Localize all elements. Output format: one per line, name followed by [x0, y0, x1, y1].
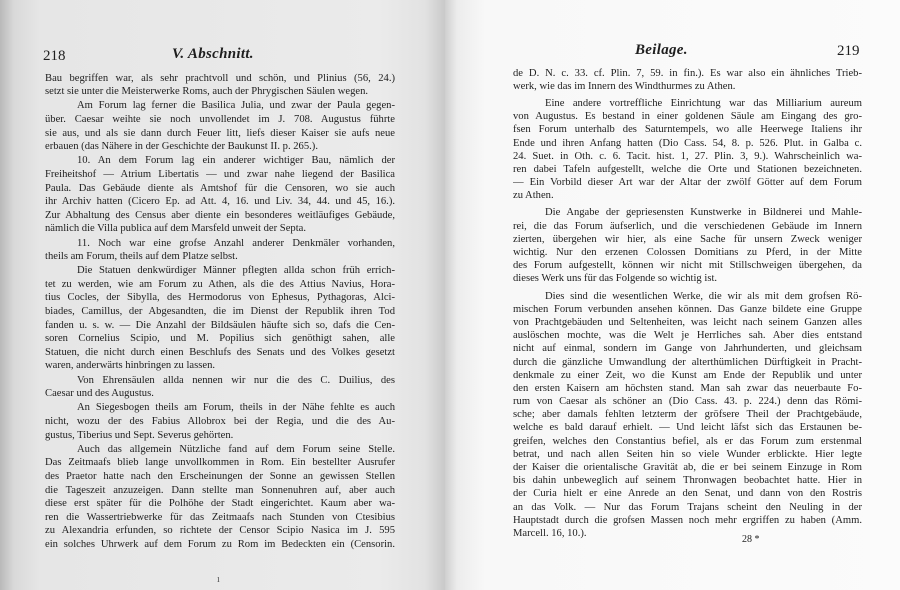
paragraph	[45, 154, 395, 236]
text-line: Zur Abhaltung des Census aber diente ein besonderes weitläufiges Gebäude,	[45, 209, 395, 221]
text-line: sche; aber damals fehlten letzterm der gröfsere Theil der Prachtgebäude,	[513, 409, 862, 421]
text-line: rei, die das Forum äufserlich, und die verschiedenen Gebäude im Innern	[513, 220, 862, 232]
text-line: greifen, welches den Constantius befiel, als er das Forum zum erstenmal	[513, 435, 862, 447]
text-line: theils am Forum, theils auf dem Platze selbst.	[45, 251, 238, 263]
text-line: erbauen (das Nähere in der Geschichte der Baukunst II. p. 265.).	[45, 141, 318, 153]
text-line: setzt sie unter die Meisterwerke Roms, auch der Phrygischen Säulen wegen.	[45, 86, 369, 98]
text-line: den ersten Kaisern am höchsten stand. Man sah zwar das neuerbaute Fo-	[513, 382, 862, 394]
paragraph	[45, 443, 395, 552]
body-text	[513, 66, 862, 540]
text-line: wichtig. Nur den erzenen Colossen Domitians zu Pferd, in der Mitte	[513, 247, 862, 259]
paragraph	[513, 290, 862, 541]
page-number: 219	[837, 43, 860, 59]
text-line: welche es bald darauf erhielt. — Und leicht läfst sich das Erstaunen be-	[513, 422, 862, 434]
text-line: tius Cocles, der Sibylla, des Hermodorus von Ephesus, Pythagoras, Alci-	[45, 292, 395, 304]
text-line: waren, anderwärts hinbringen zu lassen.	[45, 360, 216, 372]
text-line: Ende und ihren Anfang hatten (Dio Cass. 54, 8. p. 526. Plut. in Galba c.	[513, 137, 862, 149]
text-line: fanden u. s. w. — Die Anzahl der Bildsäulen häufte sich so, dafs die Cen-	[45, 319, 395, 331]
text-line: denkmale zu einer Zeit, wo die Kunst am Ende der Republik und unter	[513, 369, 862, 381]
text-line: ein solches Uhrwerk auf dem Forum zu Rom im Bedeckten ein (Censorin.	[45, 538, 395, 550]
text-line: Dies sind die wesentlichen Werke, die wir als mit dem grofsen Rö-	[545, 290, 862, 302]
text-line: betrat, und nach allen Seiten hin so viele Wunder erblickte. Hier legte	[513, 448, 862, 460]
text-line: gustus, Tiberius und Sept. Severus gehörten.	[45, 429, 234, 441]
text-line: Das Zeitmaafs blieb lange unvollkommen in Rom. Ein bestellter Ausrufer	[45, 457, 395, 469]
text-line: 24. Suet. in Oth. c. 6. Tacit. hist. 1, 27. Plin. 3, 9.). Wahrscheinlich wa-	[513, 150, 862, 162]
text-line: diese erst später für die Polhöhe der Stadt eingerichtet. Kaum aber wa-	[45, 498, 395, 510]
text-line: nicht auf einmal, sondern im Gange von Jahrhunderten, und gleichsam	[513, 343, 862, 355]
text-line: biades, Camillus, der Abgesandten, die im Dienst der Republik ihren Tod	[45, 306, 395, 318]
text-line: an das Volk. — Nur das Forum Trajans scheint den Neuling in der	[513, 501, 862, 513]
paragraph	[45, 99, 395, 153]
text-line: der Kaiser die orientalische Gravität ab, die er bei seinem Einzuge in Rom	[513, 462, 862, 474]
bottom-mark: ı	[217, 574, 220, 585]
text-line: Eine andere vortreffliche Einrichtung war das Milliarium aureum	[545, 97, 862, 109]
text-line: 10. An dem Forum lag ein anderer wichtiger Bau, nämlich der	[77, 155, 395, 167]
text-line: der Curia hielt er eine Anrede an den Senat, und dann von den Rostris	[513, 488, 862, 500]
text-line: An Siegesbogen theils am Forum, theils in der Nähe fehlte es auch	[77, 402, 395, 414]
text-line: Hauptstadt durch die grofsen Massen noch mehr ergriffen zu haben (Amm.	[513, 514, 862, 526]
running-head: Beilage.	[635, 42, 688, 58]
text-line: Am Forum lag ferner die Basilica Julia, und zwar der Paula gegen-	[77, 100, 395, 112]
text-line: Marcell. 16, 10.).	[513, 527, 587, 539]
text-line: von Prachtgebäuden und Seltenheiten, was leicht nach seinem Ganzen alles	[513, 316, 862, 328]
text-line: dieses Werk uns für das Folgende so wichtig ist.	[513, 273, 718, 285]
text-line: zu Alexandria erfunden, so richtete der Censor Scipio Nasica im J. 595	[45, 525, 395, 537]
text-line: Bau begriffen war, als sehr prachtvoll und schön, und Plinius (56, 24.)	[45, 72, 395, 84]
paragraph	[45, 401, 395, 442]
running-head: V. Abschnitt.	[172, 46, 254, 62]
text-line: rum von Caesar als schöner an (Dio Cass. 43. p. 224.) denn das Römi-	[513, 396, 862, 408]
text-line: mischen Forum verbunden ansehen können. Das Ganze bildete eine Gruppe	[513, 303, 862, 315]
text-line: fsen Forum unterhalb des Saturntempels, wo alle Heerwege Italiens ihr	[513, 124, 862, 136]
text-line: bis dahin unbeweglich auf seinem Thronwagen beobachtet hatte. Hier in	[513, 475, 862, 487]
text-line: zierten, übergehen wir hier, als eine Sache für unsern Zweck weniger	[513, 233, 862, 245]
text-line: nicht, wozu der des Fabius Allobrox bei der Regia, und die des Au-	[45, 416, 395, 427]
text-line: — Ein Vorbild dieser Art war der Altar der zwölf Götter auf dem Forum	[513, 177, 862, 189]
text-line: ren dabei Tafeln aufgestellt, welche die Orte und Stationen bezeichneten.	[513, 163, 862, 175]
paragraph	[45, 237, 395, 264]
signature-mark: 28 *	[742, 534, 760, 545]
text-line: Statuen, die nicht durch einen Beschlufs des Senats und des Volkes gesetzt	[45, 346, 395, 358]
text-line: tet zu werden, wie am Forum zu Athen, als die des Attius Navius, Hora-	[45, 278, 395, 290]
paragraph	[45, 72, 395, 99]
text-line: Paula. Das Gebäude diente als Amtshof für die Censoren, wo sie auch	[45, 182, 395, 194]
text-line: auslöschen mochte, was die Welt je Herrliches sah. Aber dies entstand	[513, 330, 862, 342]
text-line: Die Angabe der gepriesensten Kunstwerke in Bildnerei und Mahle-	[545, 207, 862, 219]
text-line: Von Ehrensäulen allda nennen wir nur die des C. Duilius, des	[77, 374, 395, 386]
text-line: ihr Archiv hatten (Cicero Ep. ad Att. 4, 16. und Liv. 34, 44. und 45, 16.).	[45, 196, 395, 208]
paragraph	[513, 206, 862, 285]
text-line: 11. Noch war eine grofse Anzahl anderer Denkmäler vorhanden,	[77, 237, 395, 249]
text-line: Freiheitshof — Atrium Libertatis — und zwar nahe liegend der Basilica	[45, 168, 395, 180]
text-line: de D. N. c. 33. cf. Plin. 7, 59. in fin.). Es war also ein ähnliches Trieb-	[513, 67, 862, 79]
body-text	[45, 71, 395, 552]
text-line: durch die gänzliche Umwandlung der alterthümlichen Dürftigkeit in Pracht-	[513, 356, 862, 368]
right-page	[445, 0, 900, 590]
text-line: die Tageszeit anzuzeigen. Dann stellte man Sonnenuhren auf, aber auch	[45, 484, 395, 496]
text-line: soren Cornelius Scipio, und M. Popilius sich genöthigt sahen, alle	[45, 333, 395, 345]
page-number: 218	[43, 48, 66, 64]
paragraph	[45, 264, 395, 373]
text-line: des Praetor hatte nach den Erscheinungen der Sonne an gewissen Stellen	[45, 470, 395, 482]
paragraph	[513, 67, 862, 93]
paragraph	[513, 97, 862, 203]
text-line: über. Caesar weihte sie noch unvollendet im J. 708. Augustus führte	[45, 113, 395, 125]
left-page	[0, 0, 445, 590]
text-line: nämlich die Villa publica auf dem Marsfeld unweit der Septa.	[45, 223, 306, 235]
text-line: Caesar und des Augustus.	[45, 388, 154, 400]
text-line: von Augustus. Es bestand in einer goldenen Säule am Eingang des gro-	[513, 111, 862, 123]
text-line: ren die Wassertriebwerke für das Zeitmaafs nach Stunden von Ctesibius	[45, 511, 395, 523]
text-line: zu Athen.	[513, 190, 554, 202]
text-line: Auch das allgemein Nützliche fand auf dem Forum seine Stelle.	[77, 443, 395, 455]
text-line: des Forum aufgestellt, können wir nicht mit Stillschweigen übergehen, da	[513, 260, 862, 272]
paragraph	[45, 374, 395, 401]
text-line: sie aus, und als sie dann durch Feuer litt, liefs dieser Kaiser sie aufs neue	[45, 127, 395, 139]
text-line: werk, wie das im Innern des Windthurmes zu Athen.	[513, 80, 736, 92]
text-line: Die Statuen denkwürdiger Männer pflegten allda schon früh errich-	[77, 265, 395, 277]
